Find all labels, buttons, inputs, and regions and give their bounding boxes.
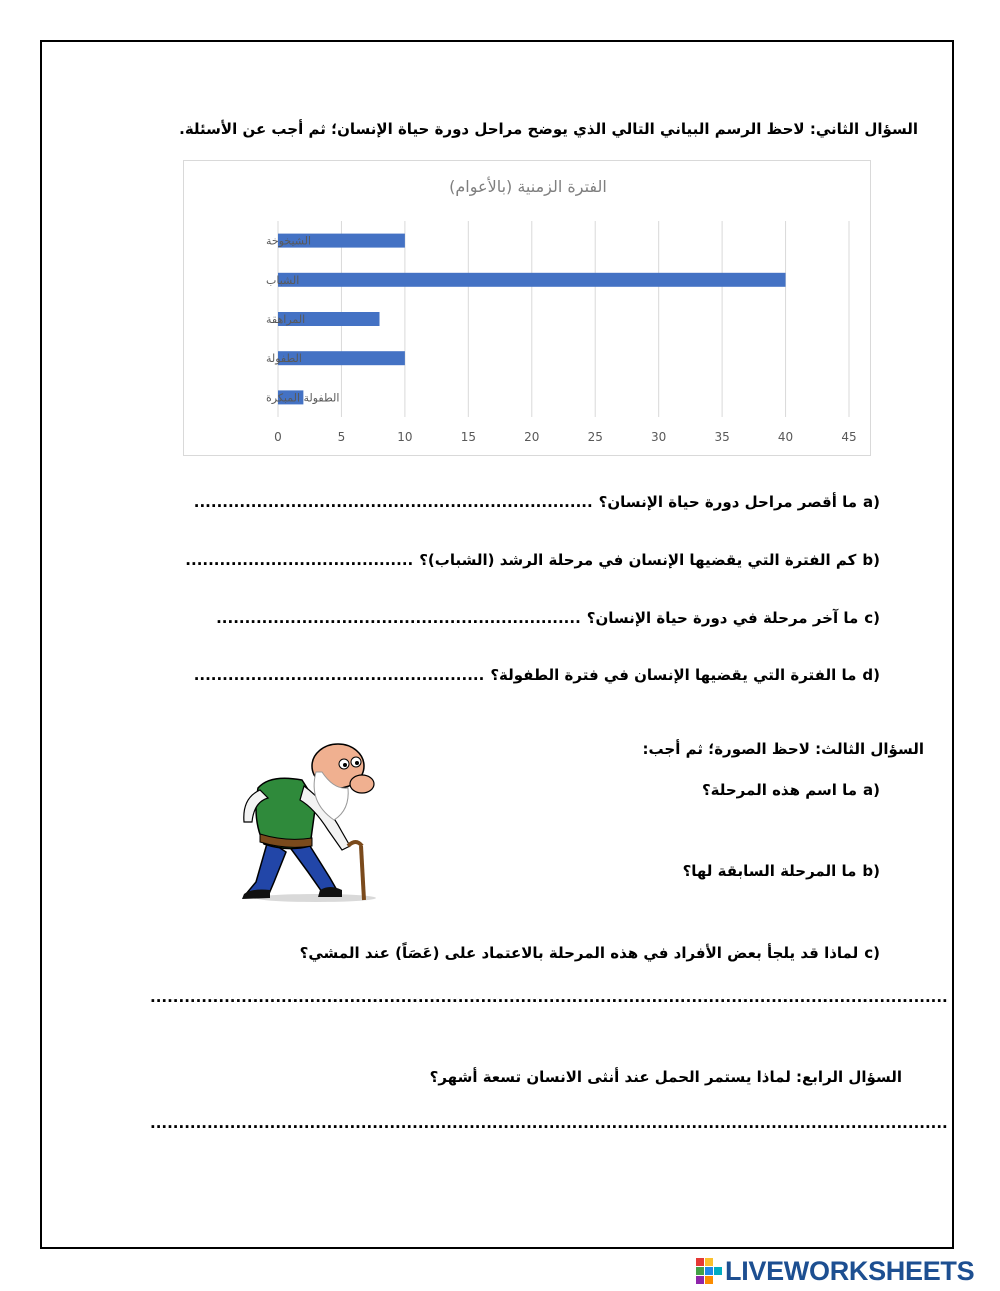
q2-b-letter: b) xyxy=(862,551,880,569)
q2-d-answer-dots[interactable]: ................................................... xyxy=(193,666,485,684)
q2-a-text: ما أقصر مراحل دورة حياة الإنسان؟ xyxy=(598,493,858,511)
old-man-with-cane-illustration xyxy=(238,742,390,904)
q2-title: السؤال الثاني: لاحظ الرسم البياني التالي الذي يوضح مراحل دورة حياة الإنسان؛ ثم أجب عن الأسئلة. xyxy=(179,120,918,138)
x-tick-label: 20 xyxy=(524,430,540,444)
q2-d-text: ما الفترة التي يقضيها الإنسان في فترة الطفولة؟ xyxy=(490,666,857,684)
brand-name: LIVEWORKSHEETS xyxy=(725,1255,975,1286)
q3-title: السؤال الثالث: لاحظ الصورة؛ ثم أجب: xyxy=(642,740,924,758)
category-label: الطفولة xyxy=(266,352,302,366)
x-tick-label: 40 xyxy=(777,430,794,444)
x-tick-label: 30 xyxy=(651,430,667,444)
q3-b-letter: b) xyxy=(862,862,880,880)
category-label: الطفولة المبكرة xyxy=(266,391,340,405)
category-label: المراهقة xyxy=(266,313,306,326)
x-tick-label: 10 xyxy=(397,430,413,444)
life-cycle-chart xyxy=(183,160,871,456)
q3-answer-dots[interactable]: ............................................................................................................................................ xyxy=(150,988,948,1006)
q3-c-text: لماذا قد يلجأ بعض الأفراد في هذه المرحلة بالاعتماد على (عَصَاً) عند المشي؟ xyxy=(299,944,859,962)
q4-title: السؤال الرابع: لماذا يستمر الحمل عند أنثى الانسان تسعة أشهر؟ xyxy=(429,1068,902,1086)
bar xyxy=(278,273,786,287)
q2-question-d xyxy=(194,666,880,684)
q2-d-letter: d) xyxy=(862,666,880,684)
liveworksheets-logo-icon xyxy=(696,1258,722,1284)
x-tick-label: 5 xyxy=(337,430,346,444)
q2-c-text: ما آخر مرحلة في دورة حياة الإنسان؟ xyxy=(586,609,859,627)
x-tick-label: 35 xyxy=(714,430,730,444)
q2-b-answer-dots[interactable]: ........................................ xyxy=(185,551,414,569)
chart-svg xyxy=(184,161,872,457)
q2-a-answer-dots[interactable]: ...................................................................... xyxy=(193,493,593,511)
liveworksheets-logo xyxy=(696,1257,974,1285)
x-tick-label: 0 xyxy=(274,430,282,444)
x-tick-label: 25 xyxy=(587,430,603,444)
q4-answer-dots[interactable]: ............................................................................................................................................ xyxy=(150,1114,948,1132)
q3-question-b xyxy=(683,862,880,880)
chart-title: الفترة الزمنية (بالأعوام) xyxy=(449,177,607,196)
q2-a-letter: a) xyxy=(863,493,880,511)
q2-question-a xyxy=(194,493,880,511)
x-tick-label: 15 xyxy=(460,430,476,444)
q3-a-letter: a) xyxy=(863,781,880,799)
q2-question-c xyxy=(216,609,880,627)
q2-c-answer-dots[interactable]: ................................................................ xyxy=(216,609,581,627)
q2-question-b xyxy=(185,551,880,569)
q2-c-letter: c) xyxy=(864,609,880,627)
category-label: الشيخوخة xyxy=(266,234,312,248)
q3-b-text: ما المرحلة السابقة لها؟ xyxy=(682,862,857,880)
q3-question-a xyxy=(702,781,880,799)
q3-c-letter: c) xyxy=(864,944,880,962)
q2-b-text: كم الفترة التي يقضيها الإنسان في مرحلة الرشد (الشباب)؟ xyxy=(419,551,857,569)
q3-question-c xyxy=(300,944,880,962)
x-tick-label: 45 xyxy=(841,430,857,444)
q3-a-text: ما اسم هذه المرحلة؟ xyxy=(701,781,858,799)
category-label: الشباب xyxy=(266,273,300,287)
